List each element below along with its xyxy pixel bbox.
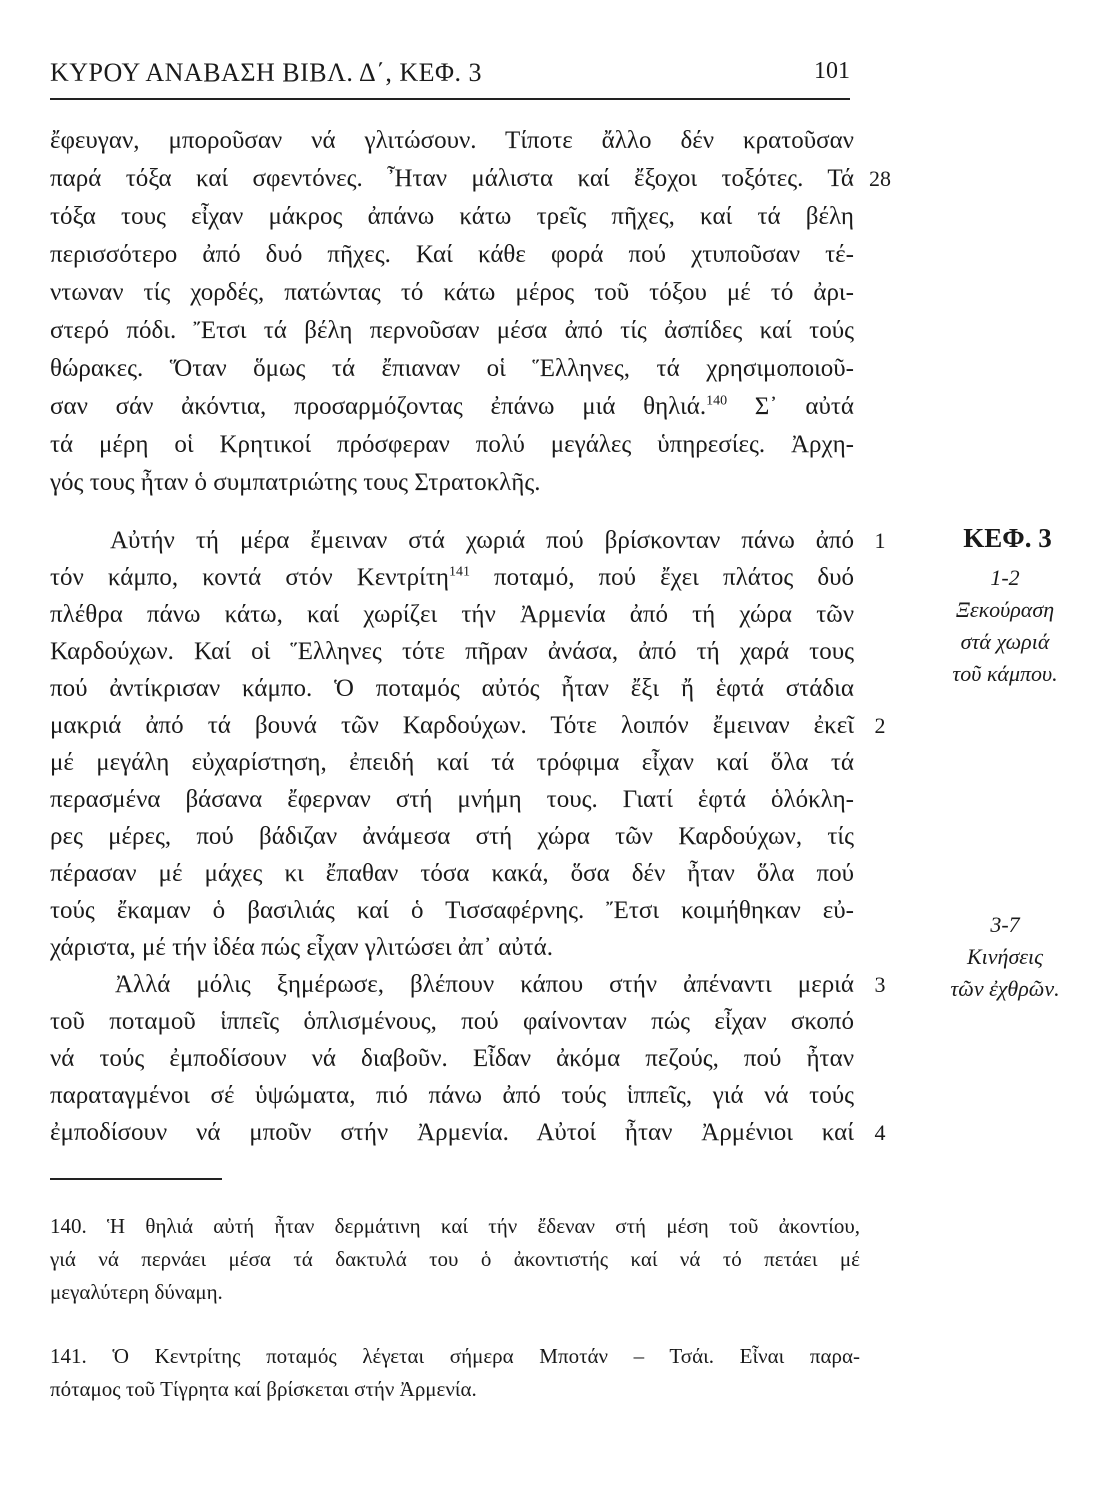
footnote-ref-141[interactable]: 141 xyxy=(448,564,470,580)
text-line: θώρακες. Ὅταν ὅμως τά ἔπιαναν οἱ Ἕλληνες, τά χρησιμοποιοῦ- xyxy=(50,355,854,382)
text-line: ἔφευγαν, μποροῦσαν νά γλιτώσουν. Τίποτε ἄλλο δέν κρατοῦσαν xyxy=(50,127,854,154)
text-line: ἐμποδίσουν νά μποῦν στήν Ἀρμενία. Αὐτοί ἦταν Ἀρμένιοι καί xyxy=(50,1119,854,1146)
text-line: τά μέρη οἱ Κρητικοί πρόσφεραν πολύ μεγάλες ὑπηρεσίες. Ἀρχη- xyxy=(50,431,854,458)
text-line: στερό πόδι. Ἔτσι τά βέλη περνοῦσαν μέσα ἀπό τίς ἀσπίδες καί τούς xyxy=(50,317,854,344)
text-line: νά τούς ἐμποδίσουν νά διαβοῦν. Εἶδαν ἀκόμα πεζούς, πού ἦταν xyxy=(50,1045,854,1072)
footnote-separator xyxy=(50,1178,222,1180)
text-line: Αὐτήν τή μέρα ἔμειναν στά χωριά πού βρίσκονταν πάνω ἀπό xyxy=(110,527,854,554)
text-line: περασμένα βάσανα ἔφερναν στή μνήμη τους. Γιατί ἑφτά ὁλόκλη- xyxy=(50,786,854,813)
page-header xyxy=(50,58,850,100)
text-line: τόξα τους εἶχαν μάκρος ἀπάνω κάτω τρεῖς πῆχες, καί τά βέλη xyxy=(50,203,854,230)
text-line: περισσότερο ἀπό δυό πῆχες. Καί κάθε φορά πού χτυποῦσαν τέ- xyxy=(50,241,854,268)
line-number: 1 xyxy=(874,528,886,553)
line-number: 28 xyxy=(869,166,891,191)
text-line: ρες μέρες, πού βάδιζαν ἀνάμεσα στή χώρα τῶν Καρδούχων, τίς xyxy=(50,823,854,850)
text-line xyxy=(50,392,854,422)
margin-note-line: Κινήσεις xyxy=(966,944,1044,969)
text-line xyxy=(50,563,854,593)
text-line: παραταγμένοι σέ ὑψώματα, πιό πάνω ἀπό τούς ἱππεῖς, γιά νά τούς xyxy=(50,1082,854,1109)
margin-chapter-title: ΚΕΦ. 3 xyxy=(963,523,1052,553)
margin-note-line: Ξεκούραση xyxy=(955,597,1055,622)
text-fragment: σαν σάν ἀκόντια, προσαρμόζοντας ἐπάνω μιά θηλιά. xyxy=(50,393,707,420)
footnote-ref-140[interactable]: 140 xyxy=(706,393,728,409)
margin-note-line: στά χωριά xyxy=(960,629,1050,654)
margin-note-line: τοῦ κάμπου. xyxy=(952,661,1058,686)
text-line: Ἀλλά μόλις ξημέρωσε, βλέπουν κάπου στήν ἀπέναντι μεριά xyxy=(115,971,854,998)
text-fragment: ποταμό, πού ἔχει πλάτος δυό xyxy=(469,564,855,591)
footnote-line: μεγαλύτερη δύναμη. xyxy=(50,1280,223,1304)
text-line: χάριστα, μέ τήν ἰδέα πώς εἶχαν γλιτώσει ἀπ᾽ αὐτά. xyxy=(50,934,554,961)
margin-note-line: τῶν ἐχθρῶν. xyxy=(950,976,1060,1001)
text-line: τούς ἔκαμαν ὁ βασιλιάς καί ὁ Τισσαφέρνης. Ἔτσι κοιμήθηκαν εὐ- xyxy=(50,897,854,924)
text-line: πλέθρα πάνω κάτω, καί χωρίζει τήν Ἀρμενία ἀπό τή χώρα τῶν xyxy=(50,601,854,628)
margin-note-range: 3-7 xyxy=(990,912,1020,937)
footnote-line: 141. Ὁ Κεντρίτης ποταμός λέγεται σήμερα Μποτάν – Τσάι. Εἶναι παρα- xyxy=(50,1344,860,1368)
line-number: 3 xyxy=(874,972,886,997)
line-number: 4 xyxy=(874,1120,886,1145)
text-fragment: τόν κάμπο, κοντά στόν Κεντρίτη xyxy=(50,564,449,591)
text-line: πέρασαν μέ μάχες κι ἔπαθαν τόσα κακά, ὅσα δέν ἦταν ὅλα πού xyxy=(50,860,854,887)
line-number: 2 xyxy=(874,713,886,738)
text-line: μέ μεγάλη εὐχαρίστηση, ἐπειδή καί τά τρόφιμα εἶχαν καί ὅλα τά xyxy=(50,749,854,776)
running-title: ΚΥΡΟΥ ΑΝΑΒΑΣΗ ΒΙΒΛ. Δ΄, ΚΕΦ. 3 xyxy=(50,58,483,87)
text-line: τοῦ ποταμοῦ ἱππεῖς ὁπλισμένους, πού φαίνονταν πώς εἶχαν σκοπό xyxy=(50,1008,854,1035)
text-line: παρά τόξα καί σφεντόνες. Ἦταν μάλιστα καί ἔξοχοι τοξότες. Τά xyxy=(50,165,854,192)
footnote-line: γιά νά περνάει μέσα τά δακτυλά του ὁ ἀκοντιστής καί νά τό πετάει μέ xyxy=(50,1247,860,1271)
page-number: 101 xyxy=(814,58,850,84)
text-line: Καρδούχων. Καί οἱ Ἕλληνες τότε πῆραν ἀνάσα, ἀπό τή χαρά τους xyxy=(50,638,854,665)
footnote-line: πόταμος τοῦ Τίγρητα καί βρίσκεται στήν Ἀρμενία. xyxy=(50,1377,477,1401)
text-line: πού ἀντίκρισαν κάμπο. Ὁ ποταμός αὐτός ἦταν ἔξι ἤ ἑφτά στάδια xyxy=(50,675,854,702)
text-line: γός τους ἦταν ὁ συμπατριώτης τους Στρατοκλῆς. xyxy=(50,469,541,496)
footnote-line: 140. Ἡ θηλιά αὐτή ἦταν δερμάτινη καί τήν ἔδεναν στή μέση τοῦ ἀκοντίου, xyxy=(50,1214,860,1238)
text-line: ντωναν τίς χορδές, πατώντας τό κάτω μέρος τοῦ τόξου μέ τό ἀρι- xyxy=(50,279,854,306)
text-line: μακριά ἀπό τά βουνά τῶν Καρδούχων. Τότε λοιπόν ἔμειναν ἐκεῖ xyxy=(50,712,854,739)
text-fragment: Σ᾽ αὐτά xyxy=(727,393,855,420)
margin-note-range: 1-2 xyxy=(990,565,1020,590)
